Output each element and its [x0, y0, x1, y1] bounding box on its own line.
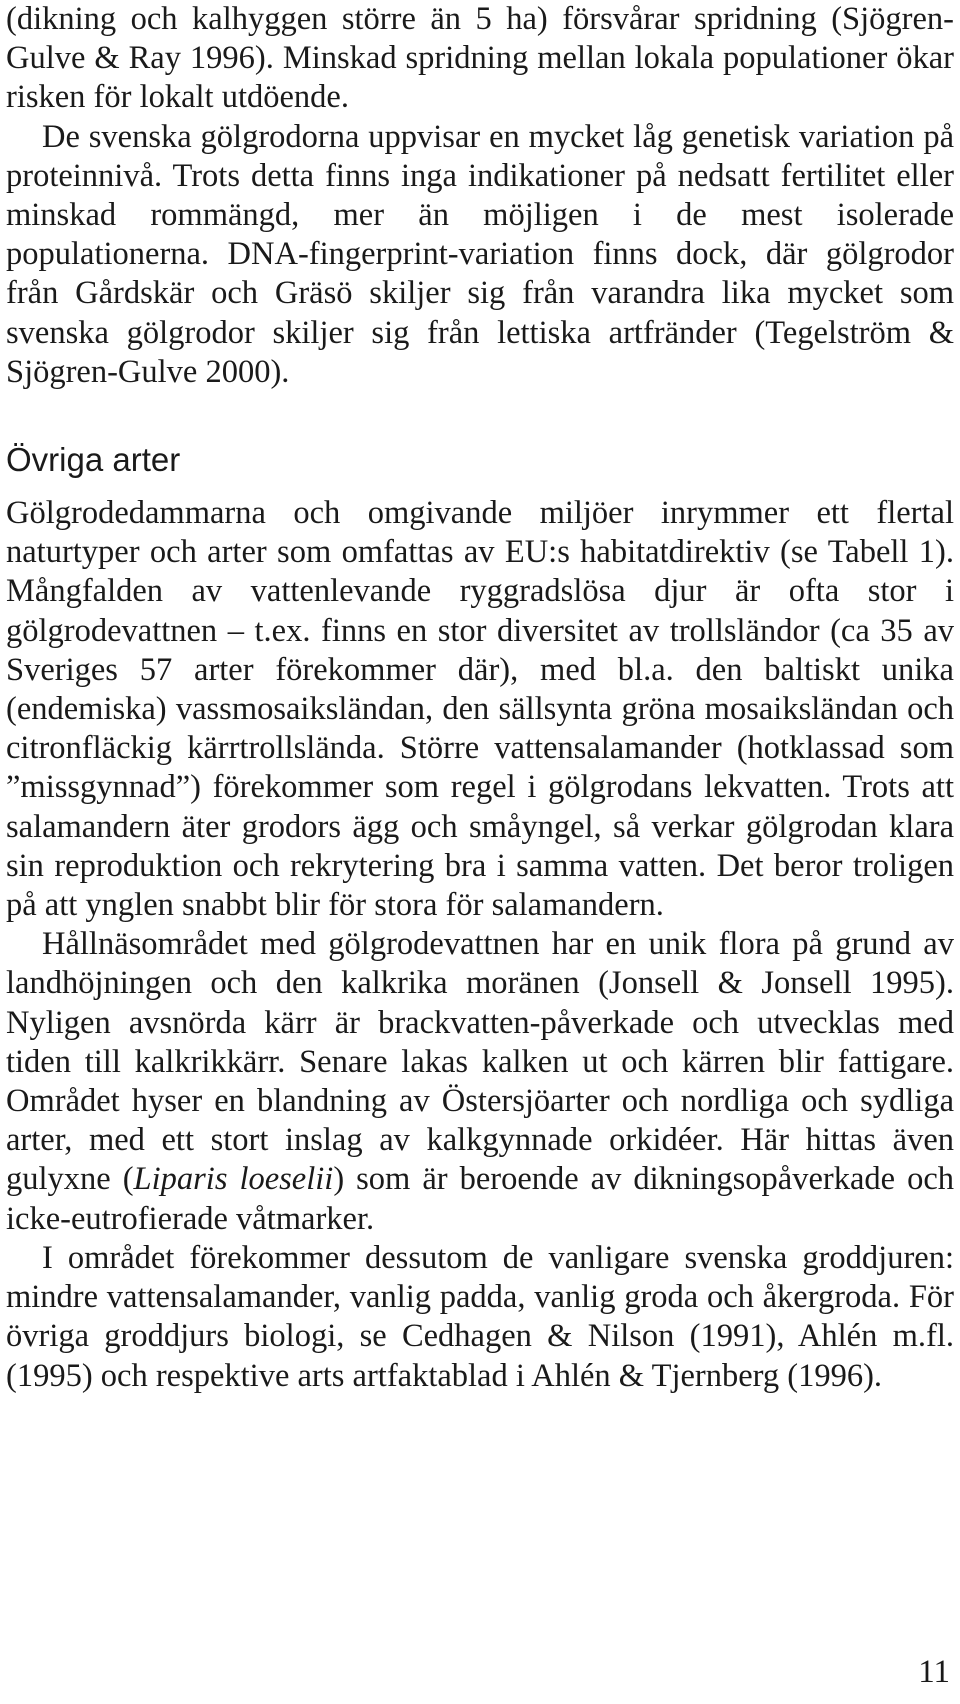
- flora-text-after: ) som är beroende av dikningsopåverkade och icke-eutrofierade våtmarker.: [6, 1161, 954, 1237]
- section-heading: Övriga arter: [6, 441, 181, 479]
- species-name-italic: Liparis loeselii: [133, 1161, 334, 1198]
- paragraph-other-amphibians: I området förekommer dessutom de vanligare svenska groddjuren: mindre vattensalamander, vanlig padda, vanlig groda och åkergroda. För övriga groddjurs biologi, se Cedhagen & Nilson (1991), Ahlén m.fl. (1995) och respektive arts artfaktablad i Ahlén & Tjernberg (1996).: [6, 1239, 954, 1394]
- paragraph-continuation: (dikning och kalhyggen större än 5 ha) försvårar spridning (Sjögren-Gulve & Ray 1996). Minskad spridning mellan lokala populationer ökar risken för lokalt utdöende.: [6, 1, 954, 116]
- flora-text-before: Hållnäsområdet med gölgrodevattnen har en unik flora på grund av landhöjningen och den kalkrika moränen (Jonsell & Jonsell 1995). Nyligen avsnörda kärr är brackvatten-påverkade och utvecklas med tiden till kalkrikkärr. Senare lakas kalken ut och kärren blir fattigare. Området hyser en blandning av Östersjöarter och nordliga och sydliga arter, med ett stort inslag av kalkgynnade orkidéer. Här hittas även gulyxne (: [6, 926, 954, 1198]
- paragraph-flora: [6, 925, 954, 1239]
- paragraph-genetic-variation: De svenska gölgrodorna uppvisar en mycket låg genetisk variation på proteinnivå. Trots detta finns inga indikationer på nedsatt fertilitet eller minskad rommängd, mer än möjligen i de mest isolerade populationerna. DNA-fingerprint-variation finns dock, där gölgrodor från Gårdskär och Gräsö skiljer sig från varandra lika mycket som svenska gölgrodor skiljer sig från lettiska artfränder (Tegelström & Sjögren-Gulve 2000).: [6, 118, 954, 390]
- page-number: 11: [918, 1654, 950, 1690]
- page-body: [6, 0, 954, 1396]
- paragraph-habitat-directive: Gölgrodedammarna och omgivande miljöer inrymmer ett flertal naturtyper och arter som omfattas av EU:s habitatdirektiv (se Tabell 1). Mångfalden av vattenlevande ryggradslösa djur är ofta stor i gölgrodevattnen – t.ex. finns en stor diversitet av trollsländor (ca 35 av Sveriges 57 arter förekommer där), med bl.a. den baltiskt unika (endemiska) vassmosaiksländan, den sällsynta gröna mosaiksländan och citronfläckig kärrtrollslända. Större vattensalamander (hotklassad som ”missgynnad”) förekommer som regel i gölgrodans lekvatten. Trots att salamandern äter grodors ägg och småyngel, så verkar gölgrodan klara sin reproduktion och rekrytering bra i samma vatten. Det beror troligen på att ynglen snabbt blir för stora för salamandern.: [6, 495, 954, 924]
